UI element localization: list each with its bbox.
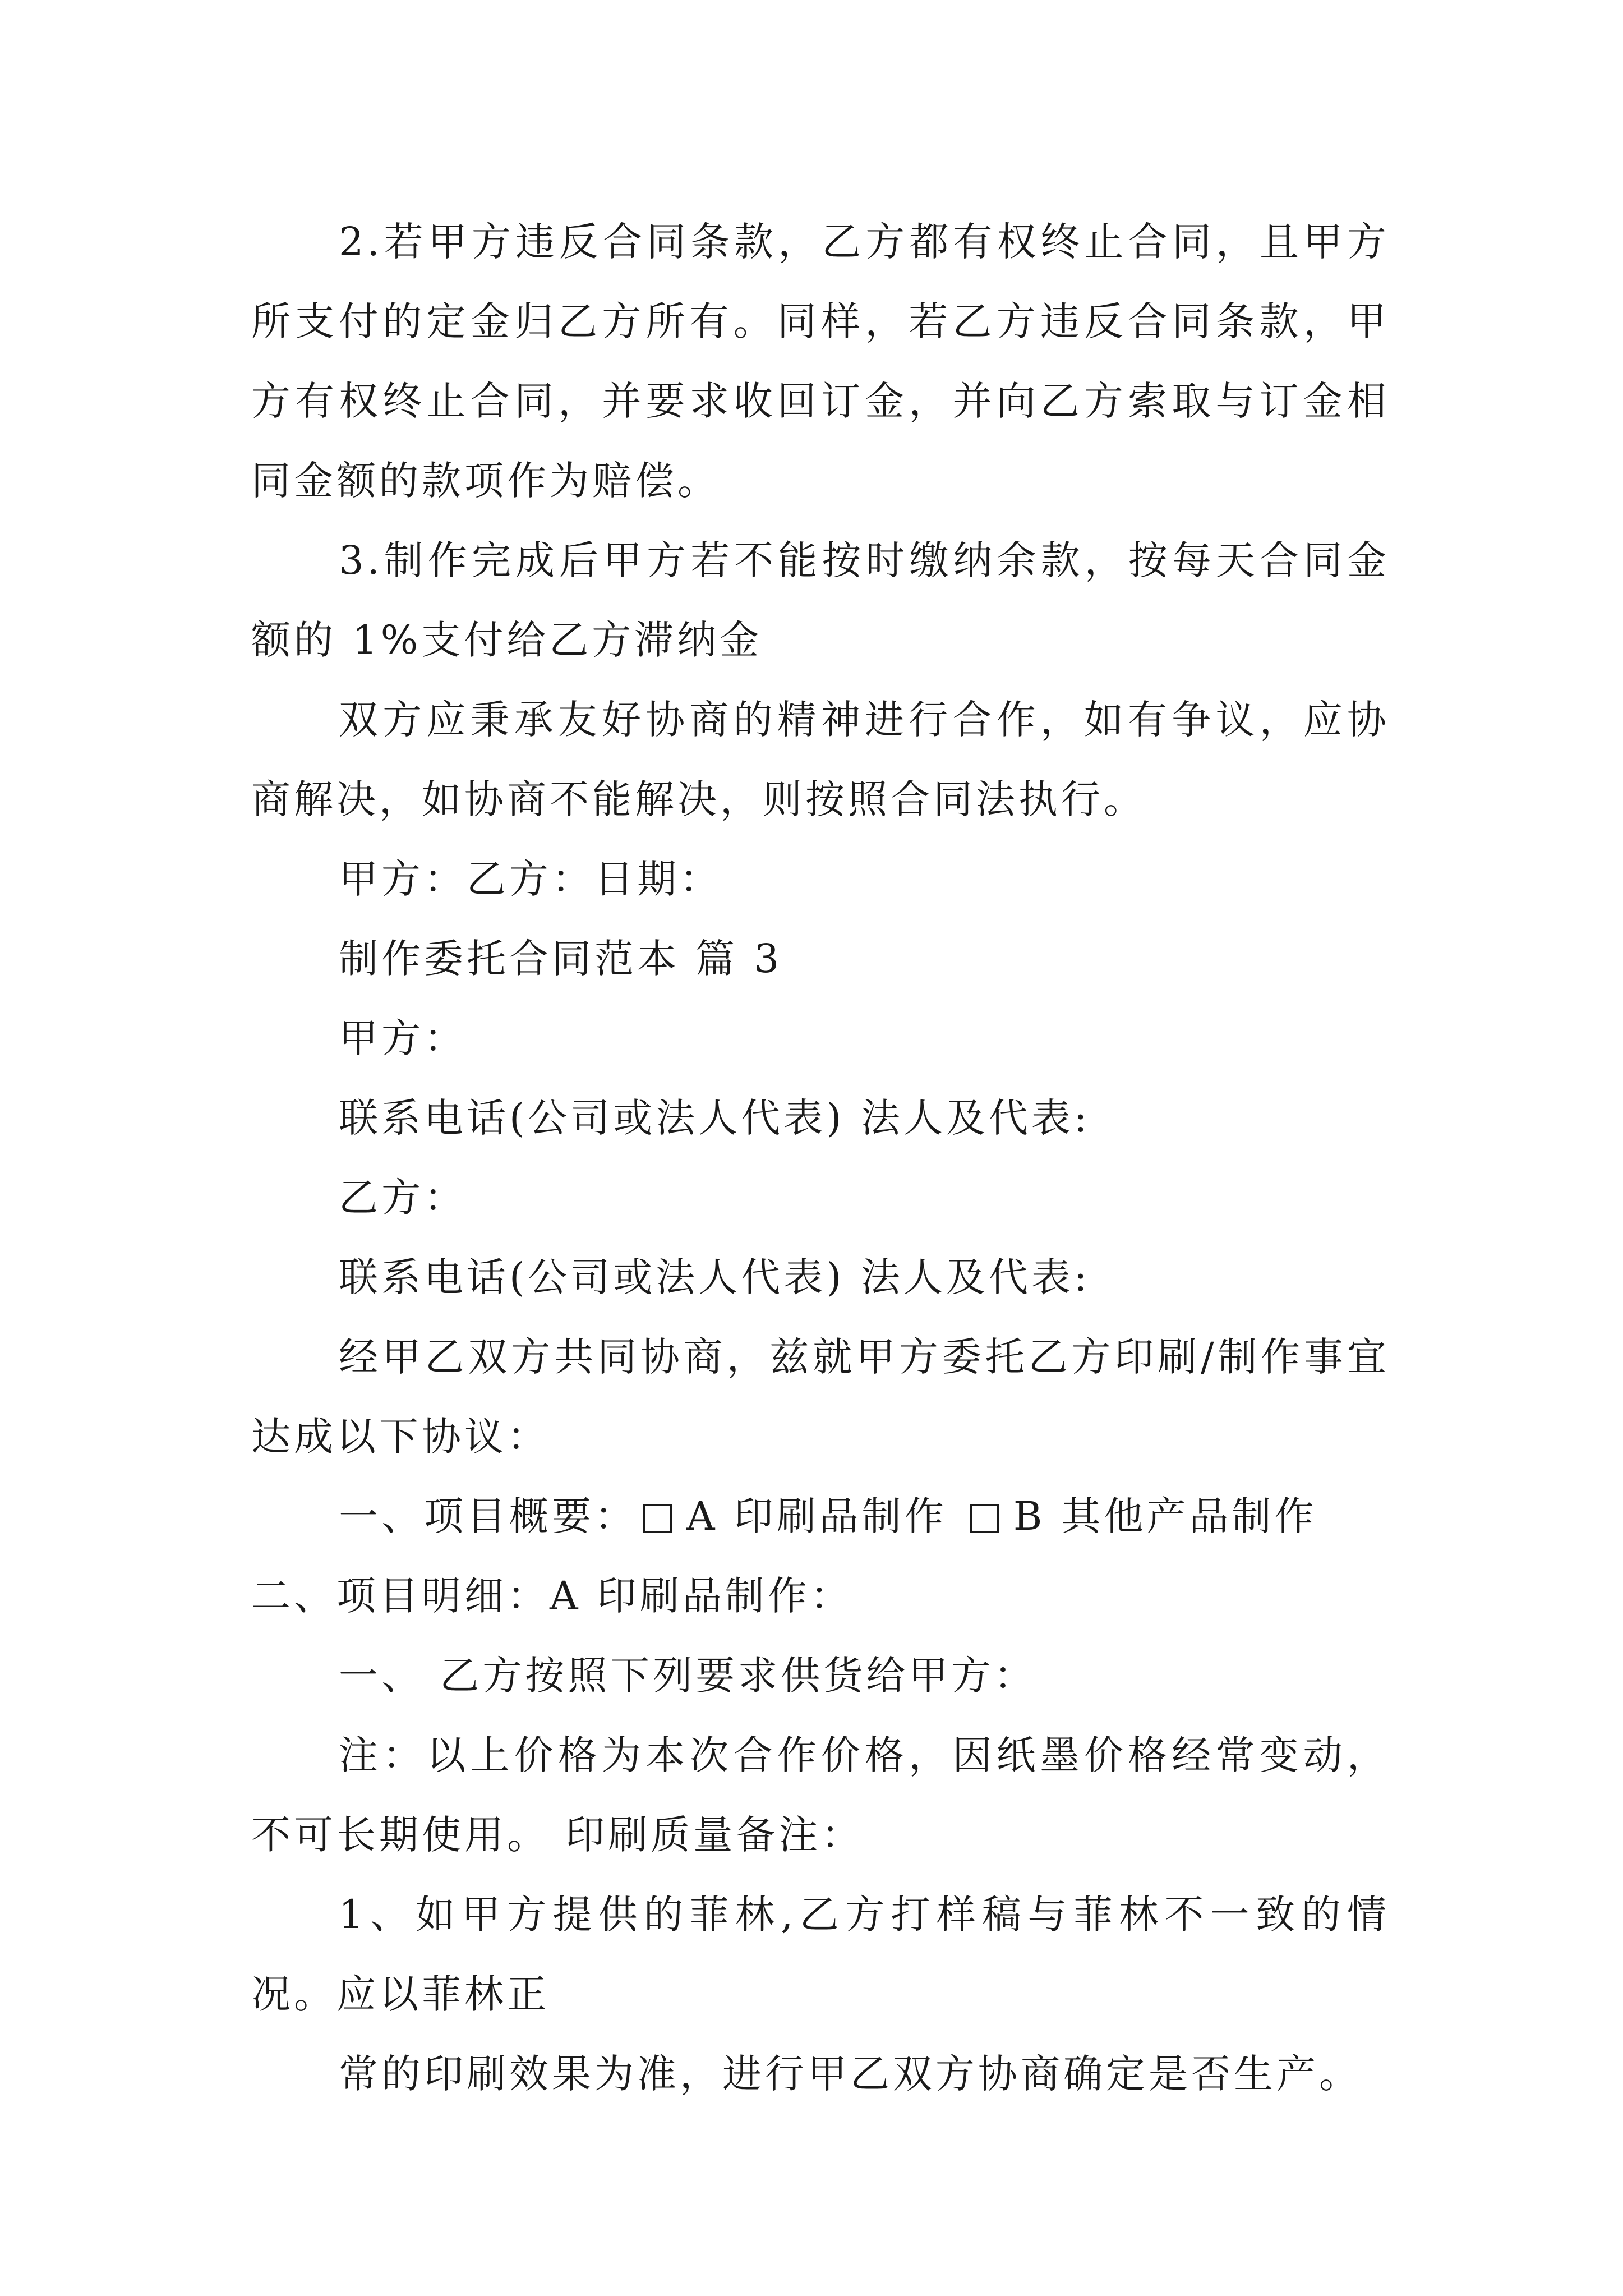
party-a-label: 甲方：	[339, 1015, 467, 1061]
clause-3-paragraph: 3.制作完成后甲方若不能按时缴纳余款，按每天合同金额的 1%支付给乙方滞纳金	[251, 537, 1390, 663]
project-overview-label: 一、项目概要：	[339, 1493, 637, 1539]
document-body	[251, 202, 1390, 2114]
party-b-contact: 联系电话(公司或法人代表) 法人及代表:	[339, 1254, 1091, 1300]
option-b-label: B 其他产品制作	[1013, 1493, 1317, 1539]
price-note: 注：以上价格为本次合作价格，因纸墨价格经常变动，不可长期使用。 印刷质量备注：	[251, 1732, 1390, 1858]
section-title: 制作委托合同范本 篇 3	[339, 936, 783, 982]
quality-note-1: 1、如甲方提供的菲林,乙方打样稿与菲林不一致的情况。应以菲林正	[251, 1892, 1390, 2017]
checkbox-icon	[970, 1504, 999, 1533]
option-a-label: A 印刷品制作	[686, 1493, 947, 1539]
dispute-paragraph: 双方应秉承友好协商的精神进行合作，如有争议，应协商解决，如协商不能解决，则按照合同法执行。	[251, 697, 1390, 822]
party-a-contact: 联系电话(公司或法人代表) 法人及代表:	[339, 1095, 1091, 1141]
quality-note-continued: 常的印刷效果为准，进行甲乙双方协商确定是否生产。	[339, 2051, 1362, 2097]
project-overview-line	[251, 1476, 1390, 1556]
agreement-intro: 经甲乙双方共同协商，兹就甲方委托乙方印刷/制作事宜达成以下协议：	[251, 1334, 1390, 1460]
clause-2-paragraph: 2.若甲方违反合同条款，乙方都有权终止合同，且甲方所支付的定金归乙方所有。同样，若乙方违反合同条款，甲方有权终止合同，并要求收回订金，并向乙方索取与订金相同金额的款项作为赔偿。	[251, 219, 1390, 504]
checkbox-icon	[643, 1504, 672, 1533]
party-b-label: 乙方：	[339, 1175, 467, 1221]
signature-line: 甲方：乙方：日期：	[339, 856, 722, 902]
project-detail-line: 二、项目明细：A 印刷品制作：	[251, 1573, 853, 1619]
supply-requirement: 一、 乙方按照下列要求供货给甲方：	[339, 1653, 1037, 1699]
